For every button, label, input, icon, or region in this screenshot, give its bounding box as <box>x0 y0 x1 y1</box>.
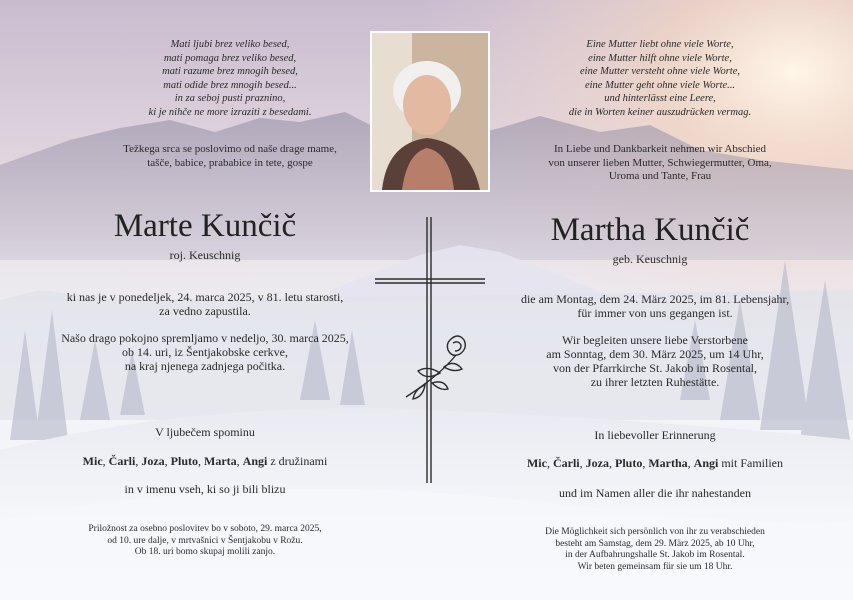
family-suffix: z družinami <box>267 454 328 468</box>
family-name: Mic <box>526 456 547 470</box>
left-deceased-name: Marte Kunčič <box>113 208 297 244</box>
poem-line: die in Worten keiner auszudrücken vermag. <box>568 106 752 118</box>
intro-line: von unserer lieben Mutter, Schwiegermutter, Oma, <box>548 156 772 169</box>
text-line: in der Aufbahrungshalle St. Jakob im Rosental. <box>565 550 745 560</box>
text-line: zu ihrer letzten Ruhestätte. <box>590 375 720 389</box>
family-name: Pluto <box>170 454 198 468</box>
right-all-relatives: und im Namen aller die ihr nahestanden <box>559 486 751 500</box>
intro-line: In Liebe und Dankbarkeit nehmen wir Abschied <box>554 143 766 155</box>
text-line: die am Montag, dem 24. März 2025, im 81. Lebensjahr, <box>520 292 790 306</box>
right-deceased-name: Martha Kunčič <box>550 212 750 248</box>
family-name: Marta <box>204 454 237 468</box>
text-line: Die Möglichkeit sich persönlich von ihr zu verabschieden <box>545 527 765 537</box>
cross-with-rose-icon <box>370 215 490 485</box>
poem-line: eine Mutter versteht ohne viele Worte, <box>580 66 740 77</box>
right-poem <box>520 38 800 119</box>
family-name: Čarli <box>552 456 580 470</box>
intro-line: Težkega srca se poslovimo od naše drage mame, <box>123 143 337 155</box>
text-line: von der Pfarrkirche St. Jakob im Rosental, <box>553 361 757 375</box>
right-death-notice <box>490 292 820 320</box>
text-line: Priložnost za osebno poslovitev bo v soboto, 29. marca 2025, <box>88 524 322 534</box>
left-poem <box>95 38 365 119</box>
intro-line: Uroma und Tante, Frau <box>608 170 712 182</box>
text-line: Ob 18. uri bomo skupaj molili zanjo. <box>134 547 276 557</box>
text-line: besteht am Samstag, dem 29. März 2025, ab 10 Uhr, <box>555 538 755 549</box>
text-line: am Sonntag, dem 30. März 2025, um 14 Uhr, <box>546 347 764 361</box>
text-line: ki nas je v ponedeljek, 24. marca 2025, v 81. letu starosti, <box>66 290 344 304</box>
left-visitation-notice <box>45 524 365 559</box>
family-name: Pluto <box>614 456 643 470</box>
family-name: Mic <box>82 454 103 468</box>
poem-line: mati razume brez mnogih besed, <box>162 66 298 77</box>
family-name: Čarli <box>108 454 136 468</box>
poem-line: und hinterlässt eine Leere, <box>604 93 716 104</box>
poem-line: mati odide brez mnogih besed... <box>163 79 297 91</box>
text-line: Wir beten gemeinsam für sie um 18 Uhr. <box>577 561 733 572</box>
poem-line: in za seboj pusti praznino, <box>174 93 286 104</box>
family-suffix: mit Familien <box>718 456 784 470</box>
text-line: für immer von uns gegangen ist. <box>577 306 733 320</box>
left-death-notice <box>45 290 365 318</box>
poem-line: eine Mutter hilft ohne viele Worte, <box>588 52 732 64</box>
right-funeral-info <box>490 333 820 389</box>
left-funeral-info <box>45 331 365 373</box>
poem-line: Mati ljubi brez veliko besed, <box>170 39 290 50</box>
right-maiden-name: geb. Keuschnig <box>612 252 688 266</box>
text-line: za vedno zapustila. <box>159 304 251 318</box>
poem-line: Eine Mutter liebt ohne viele Worte, <box>586 39 734 50</box>
family-name: Angi <box>242 454 268 468</box>
poem-line: eine Mutter geht ohne viele Worte... <box>584 79 736 91</box>
right-visitation-notice <box>490 527 820 573</box>
right-family-names: Mic, Čarli, Joza, Pluto, Martha, Angi mit Familien <box>526 456 784 470</box>
portrait-photo <box>370 31 490 192</box>
left-memory-heading: V ljubečem spominu <box>155 425 255 439</box>
text-line: Našo drago pokojno spremljamo v nedeljo, 30. marca 2025, <box>61 331 349 345</box>
text-line: ob 14. uri, iz Šentjakobske cerkve, <box>122 345 288 359</box>
left-all-relatives: in v imenu vseh, ki so ji bili blizu <box>124 482 286 496</box>
family-name: Joza <box>585 456 609 470</box>
poem-line: mati pomaga brez veliko besed, <box>163 52 297 64</box>
right-intro <box>500 143 820 184</box>
intro-line: tašče, babice, prababice in tete, gospe <box>147 156 313 169</box>
left-family-names: Mic, Čarli, Joza, Pluto, Marta, Angi z družinami <box>82 454 328 468</box>
family-name: Martha <box>648 456 688 470</box>
left-intro <box>75 143 385 170</box>
text-line: Wir begleiten unsere liebe Verstorbene <box>562 333 748 347</box>
family-name: Angi <box>693 456 719 470</box>
text-line: na kraj njenega zadnjega počitka. <box>124 359 286 373</box>
left-maiden-name: roj. Keuschnig <box>169 248 241 262</box>
poem-line: ki je nihče ne more izraziti z besedami. <box>148 106 312 118</box>
family-name: Joza <box>141 454 165 468</box>
right-memory-heading: In liebevoller Erinnerung <box>594 428 716 442</box>
text-line: od 10. ure dalje, v mrtvašnici v Šentjakobu v Rožu. <box>107 535 303 546</box>
